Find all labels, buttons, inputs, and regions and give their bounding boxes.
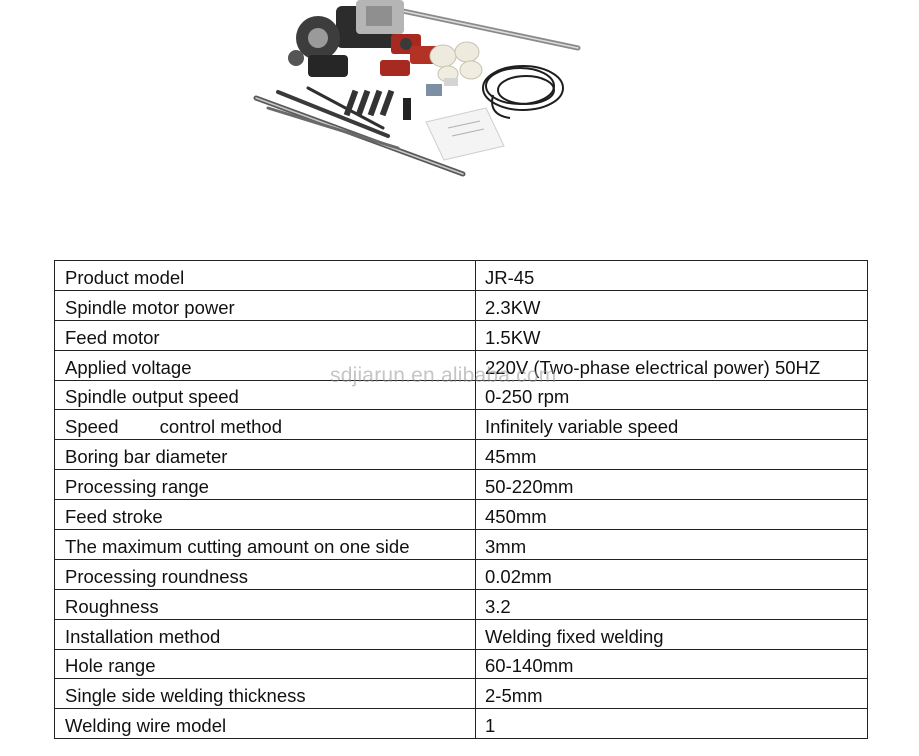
spec-label: Hole range bbox=[55, 649, 476, 679]
spec-row bbox=[55, 530, 868, 560]
tool-parts bbox=[344, 78, 458, 120]
spec-value: Infinitely variable speed bbox=[476, 410, 868, 440]
spec-row bbox=[55, 679, 868, 709]
spec-label: Processing range bbox=[55, 470, 476, 500]
spec-row bbox=[55, 440, 868, 470]
spec-value: 450mm bbox=[476, 500, 868, 530]
spec-row bbox=[55, 709, 868, 739]
spec-table-body bbox=[55, 261, 868, 739]
spec-value: 2-5mm bbox=[476, 679, 868, 709]
spec-label: Single side welding thickness bbox=[55, 679, 476, 709]
spec-row bbox=[55, 559, 868, 589]
spec-label: Welding wire model bbox=[55, 709, 476, 739]
spec-value: Welding fixed welding bbox=[476, 619, 868, 649]
spec-label: Roughness bbox=[55, 589, 476, 619]
spec-value: 45mm bbox=[476, 440, 868, 470]
spec-row bbox=[55, 350, 868, 380]
spec-label: Product model bbox=[55, 261, 476, 291]
spec-label: Applied voltage bbox=[55, 350, 476, 380]
product-photo bbox=[248, 0, 588, 185]
spec-value: 2.3KW bbox=[476, 290, 868, 320]
spec-row bbox=[55, 500, 868, 530]
spec-row bbox=[55, 470, 868, 500]
spec-label: Spindle output speed bbox=[55, 380, 476, 410]
spec-value: 1 bbox=[476, 709, 868, 739]
spec-label: Speed control method bbox=[55, 410, 476, 440]
spec-value: 1.5KW bbox=[476, 320, 868, 350]
manual-booklet bbox=[426, 108, 504, 160]
spec-label: Processing roundness bbox=[55, 559, 476, 589]
spec-value: 60-140mm bbox=[476, 649, 868, 679]
spec-value: 50-220mm bbox=[476, 470, 868, 500]
spec-label: Boring bar diameter bbox=[55, 440, 476, 470]
spec-label: Feed motor bbox=[55, 320, 476, 350]
spec-row bbox=[55, 290, 868, 320]
spec-value: 0.02mm bbox=[476, 559, 868, 589]
spec-row bbox=[55, 320, 868, 350]
watermark: sdjiarun.en.alibaba.com bbox=[330, 364, 557, 387]
spec-label: The maximum cutting amount on one side bbox=[55, 530, 476, 560]
nylon-rollers bbox=[430, 42, 482, 82]
spec-table bbox=[54, 260, 868, 739]
spec-row bbox=[55, 619, 868, 649]
spec-row bbox=[55, 410, 868, 440]
spec-row bbox=[55, 649, 868, 679]
spec-value: JR-45 bbox=[476, 261, 868, 291]
spec-label: Feed stroke bbox=[55, 500, 476, 530]
spec-value: 220V (Two-phase electrical power) 50HZ bbox=[476, 350, 868, 380]
spec-value: 0-250 rpm bbox=[476, 380, 868, 410]
spec-label: Spindle motor power bbox=[55, 290, 476, 320]
cable-coil bbox=[483, 66, 563, 118]
spec-value: 3mm bbox=[476, 530, 868, 560]
spec-row bbox=[55, 589, 868, 619]
spec-row bbox=[55, 261, 868, 291]
spec-row bbox=[55, 380, 868, 410]
spec-value: 3.2 bbox=[476, 589, 868, 619]
spec-label: Installation method bbox=[55, 619, 476, 649]
